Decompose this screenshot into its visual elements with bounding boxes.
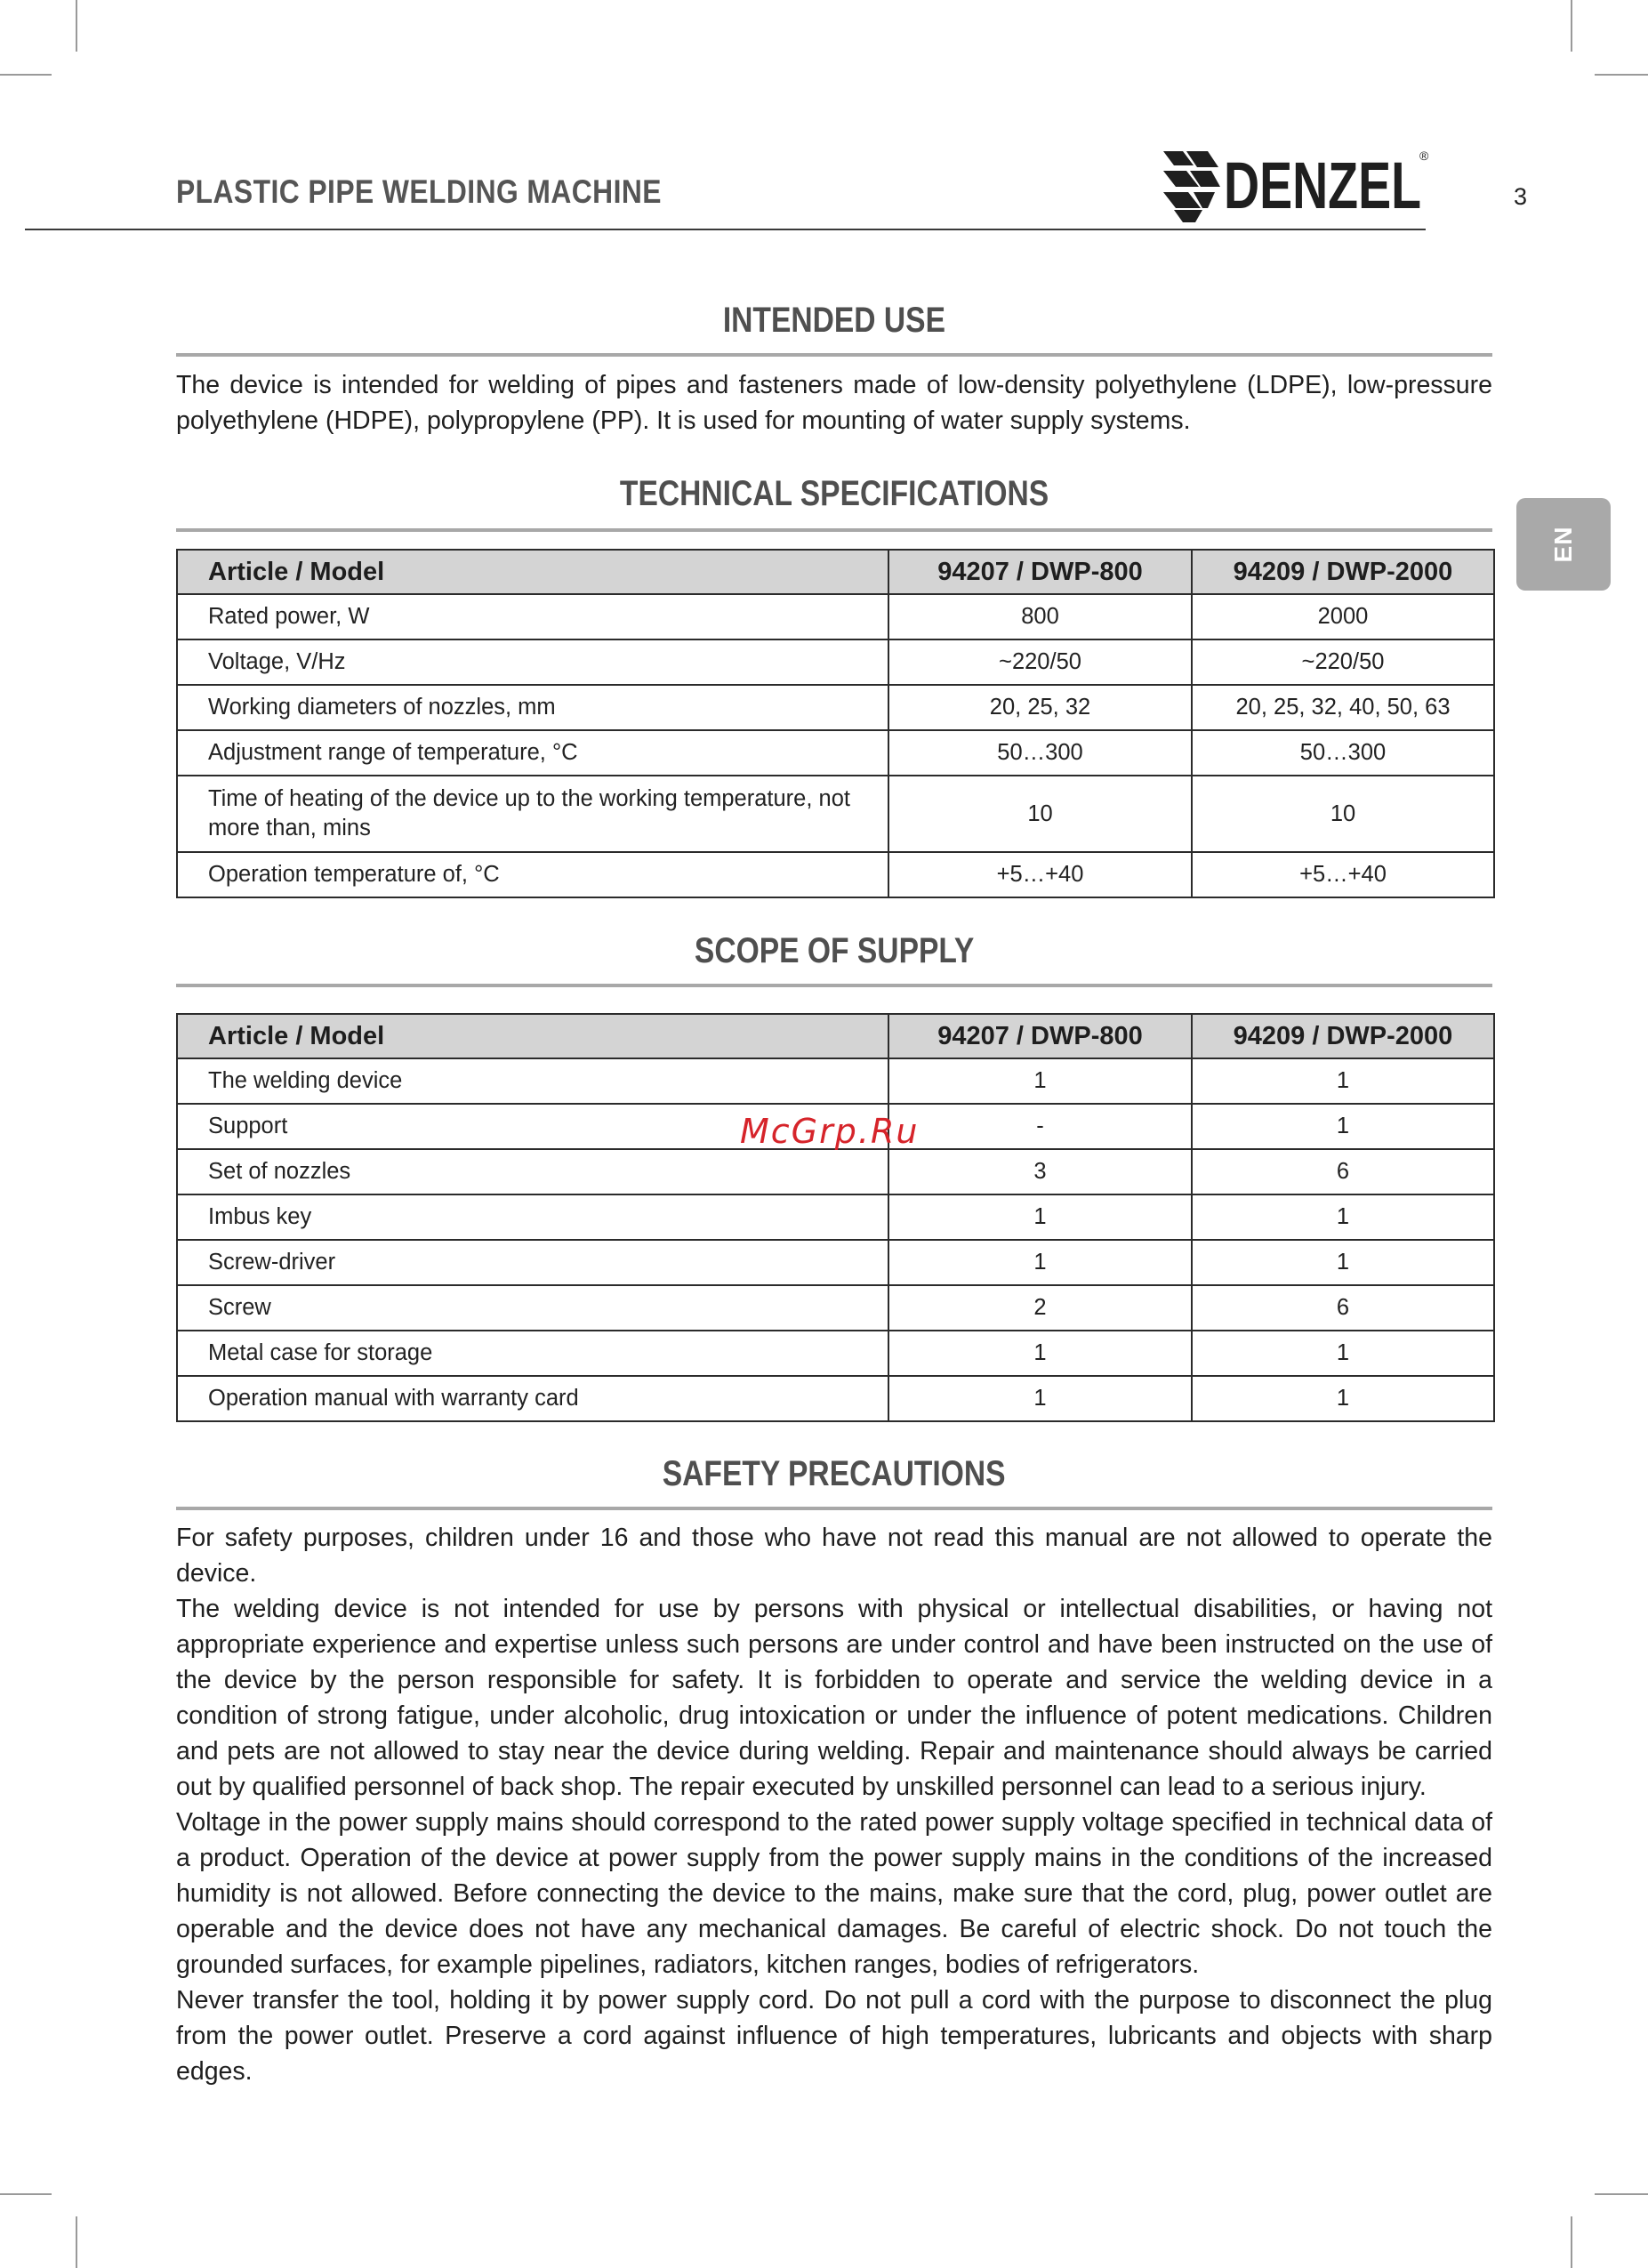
- crop-mark: [76, 2216, 77, 2268]
- safety-precautions-rule: [176, 1507, 1492, 1510]
- table-row: [177, 1194, 1494, 1240]
- document-title: PLASTIC PIPE WELDING MACHINE: [176, 173, 662, 210]
- cell-value: -: [888, 1104, 1192, 1149]
- crop-mark: [1595, 2193, 1648, 2195]
- table-row: [177, 1149, 1494, 1194]
- table-row: [177, 1058, 1494, 1104]
- header-divider: [25, 229, 1426, 230]
- table-row: [177, 852, 1494, 897]
- crop-mark: [76, 0, 77, 52]
- row-label: Screw: [177, 1285, 888, 1331]
- cell-value: 1: [888, 1194, 1192, 1240]
- watermark: McGrp.Ru: [740, 1112, 920, 1151]
- cell-value: 50…300: [1192, 730, 1494, 776]
- intended-use-text: The device is intended for welding of pipes and fasteners made of low-density polyethylene (LDPE), low-pressure polyethylene (HDPE), polypropylene (PP). It is used for mounting of water supply systems.: [176, 371, 1492, 435]
- scope-of-supply-rule: [176, 984, 1492, 987]
- cell-value: 10: [888, 776, 1192, 852]
- scope-of-supply-heading: SCOPE OF SUPPLY: [694, 931, 975, 970]
- column-header: Article / Model: [177, 550, 888, 594]
- paragraph: For safety purposes, children under 16 and those who have not read this manual are not allowed to operate the device.: [176, 1524, 1492, 1588]
- paragraph: The welding device is not intended for use by persons with physical or intellectual disabilities, or having not appropriate experience and expertise unless such persons are under control and have been instructed on the use of the device by the person responsible for safety. It is forbidden to operate and service the welding device in a condition of strong fatigue, under alcoholic, drug intoxication or under the influence of potent medications. Children and pets are not allowed to stay near the device during welding. Repair and maintenance should always be carried out by qualified personnel of back shop. The repair executed by unskilled personnel can lead to a serious injury.: [176, 1595, 1492, 1801]
- row-label: Screw-driver: [177, 1240, 888, 1285]
- row-label: Metal case for storage: [177, 1331, 888, 1376]
- cell-value: 1: [888, 1331, 1192, 1376]
- cell-value: 1: [888, 1376, 1192, 1421]
- cell-value: 1: [1192, 1331, 1494, 1376]
- row-label: Rated power, W: [177, 594, 888, 639]
- cell-value: 20, 25, 32: [888, 685, 1192, 730]
- crop-mark: [0, 74, 52, 76]
- cell-value: 6: [1192, 1149, 1494, 1194]
- row-label: Set of nozzles: [177, 1149, 888, 1194]
- language-tab-label: EN: [1549, 526, 1577, 563]
- cell-value: 20, 25, 32, 40, 50, 63: [1192, 685, 1494, 730]
- page-number: 3: [1514, 183, 1528, 210]
- intended-use-heading: INTENDED USE: [722, 301, 946, 340]
- row-label: The welding device: [177, 1058, 888, 1104]
- cell-value: ~220/50: [888, 639, 1192, 685]
- row-label: Imbus key: [177, 1194, 888, 1240]
- table-row: [177, 1240, 1494, 1285]
- paragraph: Never transfer the tool, holding it by power supply cord. Do not pull a cord with the purpose to disconnect the plug from the power outlet. Preserve a cord against influence of high temperatures, lubricants and objects with sharp edges.: [176, 1986, 1492, 2086]
- column-header: 94207 / DWP-800: [888, 1014, 1192, 1058]
- cell-value: 1: [1192, 1104, 1494, 1149]
- table-row: [177, 776, 1494, 852]
- table-header-row: [177, 550, 1494, 594]
- cell-value: ~220/50: [1192, 639, 1494, 685]
- row-label: Voltage, V/Hz: [177, 639, 888, 685]
- table-row: [177, 730, 1494, 776]
- row-label: Support: [177, 1104, 888, 1149]
- paragraph: Voltage in the power supply mains should correspond to the rated power supply voltage specified in technical data of a product. Operation of the device at power supply from the power supply mains in the conditions of the increased humidity is not allowed. Before connecting the device to the mains, make sure that the cord, plug, power outlet are operable and the device does not have any mechanical damages. Be careful of electric shock. Do not touch the grounded surfaces, for example pipelines, radiators, kitchen ranges, bodies of refrigerators.: [176, 1808, 1492, 1979]
- intended-use-rule: [176, 353, 1492, 357]
- cell-value: 1: [1192, 1376, 1494, 1421]
- safety-precautions-text: [176, 1520, 1492, 2089]
- denzel-emblem-icon: [1163, 151, 1220, 222]
- registered-mark: ®: [1419, 149, 1429, 163]
- technical-specifications-table: [176, 549, 1495, 898]
- table-row: [177, 1285, 1494, 1331]
- cell-value: +5…+40: [1192, 852, 1494, 897]
- cell-value: 1: [888, 1240, 1192, 1285]
- technical-specifications-rule: [176, 528, 1492, 532]
- technical-specifications-heading: TECHNICAL SPECIFICATIONS: [619, 474, 1049, 513]
- row-label: Adjustment range of temperature, °C: [177, 730, 888, 776]
- cell-value: 2: [888, 1285, 1192, 1331]
- cell-value: 1: [888, 1058, 1192, 1104]
- column-header: Article / Model: [177, 1014, 888, 1058]
- safety-precautions-heading: SAFETY PRECAUTIONS: [663, 1454, 1006, 1493]
- scope-of-supply-table: [176, 1013, 1495, 1422]
- row-label: Operation manual with warranty card: [177, 1376, 888, 1421]
- column-header: 94209 / DWP-2000: [1192, 1014, 1494, 1058]
- column-header: 94207 / DWP-800: [888, 550, 1192, 594]
- cell-value: +5…+40: [888, 852, 1192, 897]
- cell-value: 2000: [1192, 594, 1494, 639]
- denzel-logo: [1163, 144, 1430, 224]
- table-row: [177, 639, 1494, 685]
- row-label: Working diameters of nozzles, mm: [177, 685, 888, 730]
- table-row: [177, 685, 1494, 730]
- cell-value: 10: [1192, 776, 1494, 852]
- language-tab: [1516, 498, 1611, 591]
- cell-value: 50…300: [888, 730, 1192, 776]
- cell-value: 1: [1192, 1058, 1494, 1104]
- cell-value: 6: [1192, 1285, 1494, 1331]
- brand-wordmark: DENZEL: [1224, 149, 1421, 222]
- table-row: [177, 1331, 1494, 1376]
- crop-mark: [0, 2193, 52, 2195]
- row-label: Operation temperature of, °C: [177, 852, 888, 897]
- column-header: 94209 / DWP-2000: [1192, 550, 1494, 594]
- cell-value: 1: [1192, 1194, 1494, 1240]
- cell-value: 800: [888, 594, 1192, 639]
- crop-mark: [1571, 2216, 1572, 2268]
- crop-mark: [1595, 74, 1648, 76]
- table-row: [177, 1376, 1494, 1421]
- table-row: [177, 594, 1494, 639]
- crop-mark: [1571, 0, 1572, 52]
- cell-value: 3: [888, 1149, 1192, 1194]
- table-header-row: [177, 1014, 1494, 1058]
- cell-value: 1: [1192, 1240, 1494, 1285]
- row-label: Time of heating of the device up to the working temperature, not more than, mins: [177, 776, 888, 852]
